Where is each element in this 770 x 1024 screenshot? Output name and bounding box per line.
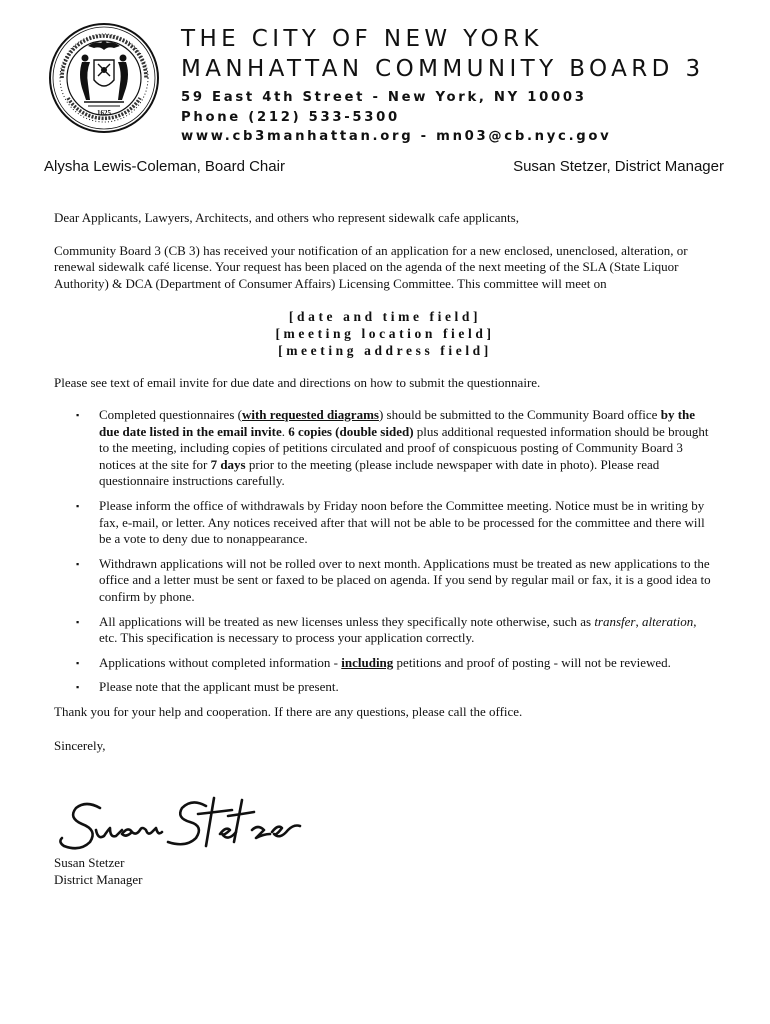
district-manager: Susan Stetzer, District Manager: [513, 158, 724, 175]
list-item: ▪ Completed questionnaires (with requested diagrams) should be submitted to the Community Board office by the due date listed in the email invite. 6 copies (double sided) plus additional requested information should be brought to the meeting, including copies of petitions circulated and proof of conspicuous posting of Community Board 3 notices at the site for 7 days prior to the meeting (please include newspaper with date in photo). Please read questionnaire instructions carefully.: [76, 406, 709, 489]
svg-text:1625: 1625: [97, 109, 111, 117]
meeting-fields: [54, 308, 716, 359]
with-requested-diagrams: with requested diagrams: [241, 406, 379, 422]
list-item: ▪ All applications will be treated as new licenses unless they specifically note otherwise, such as transfer, alteration, etc. This specification is necessary to process your application correctly.: [76, 613, 697, 646]
date-time-field: [date and time field]: [288, 309, 482, 325]
bullet-icon: ▪: [76, 500, 80, 511]
letterhead-address: 59 East 4th Street - New York, NY 10003: [181, 90, 587, 105]
bullet-icon: ▪: [76, 657, 80, 668]
signer-title: District Manager: [54, 872, 143, 887]
alteration-italic: alteration: [641, 613, 694, 629]
closing: Sincerely,: [54, 738, 106, 754]
letterhead: [181, 24, 705, 147]
seven-days-emphasis: 7 days: [210, 456, 246, 472]
letterhead-web-email: www.cb3manhattan.org - mn03@cb.nyc.gov: [181, 129, 612, 144]
signer-name: Susan Stetzer: [54, 855, 125, 870]
requirements-list: [54, 407, 716, 696]
bullet-icon: ▪: [76, 558, 80, 569]
list-item: ▪ Please inform the office of withdrawals by Friday noon before the Committee meeting. Notice must be in writing by fax, e-mail, or letter. Any notices received after that will not be able to be processed for the committee and there will be a vote to deny due to nonappearance.: [76, 497, 705, 547]
signature-block: [54, 854, 142, 888]
svg-text:Susan Stetzer: Susan Stetzer: [56, 790, 62, 791]
board-chair: Alysha Lewis-Coleman, Board Chair: [44, 158, 285, 175]
thanks-paragraph: Thank you for your help and cooperation. If there are any questions, please call the office.: [54, 703, 523, 719]
salutation: Dear Applicants, Lawyers, Architects, and others who represent sidewalk cafe applicants,: [54, 210, 519, 225]
bullet-icon: ▪: [76, 616, 80, 627]
list-item: ▪ Applications without completed information - including petitions and proof of posting - will not be reviewed.: [76, 654, 671, 670]
copies-emphasis: 6 copies (double sided): [288, 423, 414, 439]
city-seal: [48, 22, 160, 134]
meeting-address-field: [meeting address field]: [278, 343, 492, 359]
signature-image: [56, 790, 306, 860]
list-item: ▪ Please note that the applicant must be present.: [76, 679, 339, 695]
see-email-paragraph: Please see text of email invite for due date and directions on how to submit the questionnaire.: [54, 375, 541, 391]
letterhead-phone: Phone (212) 533-5300: [181, 109, 400, 125]
letterhead-city: THE CITY OF NEW YORK: [181, 26, 543, 52]
transfer-italic: transfer: [594, 613, 636, 629]
meeting-location-field: [meeting location field]: [275, 326, 495, 342]
letter-body: [54, 210, 716, 755]
intro-paragraph: Community Board 3 (CB 3) has received your notification of an application for a new enclosed, unenclosed, alteration, or renewal sidewalk café license. Your request has been placed on the agenda of the next meeting of the SLA (State Liquor Authority) & DCA (Department of Consumer Affairs) Licensing Committee. This committee will meet on: [54, 242, 688, 291]
due-date-emphasis: by the due date listed in the email invite: [99, 406, 696, 439]
bullet-icon: ▪: [76, 409, 80, 420]
letterhead-board: MANHATTAN COMMUNITY BOARD 3: [181, 56, 705, 82]
list-item: ▪ Withdrawn applications will not be rolled over to next month. Applications must be treated as new applications to the office and a letter must be sent or faxed to be placed on agenda. If you send by regular mail or fax, it is a good idea to confirm by phone.: [76, 555, 711, 604]
including-emphasis: including: [341, 654, 394, 670]
bullet-icon: ▪: [76, 682, 80, 693]
